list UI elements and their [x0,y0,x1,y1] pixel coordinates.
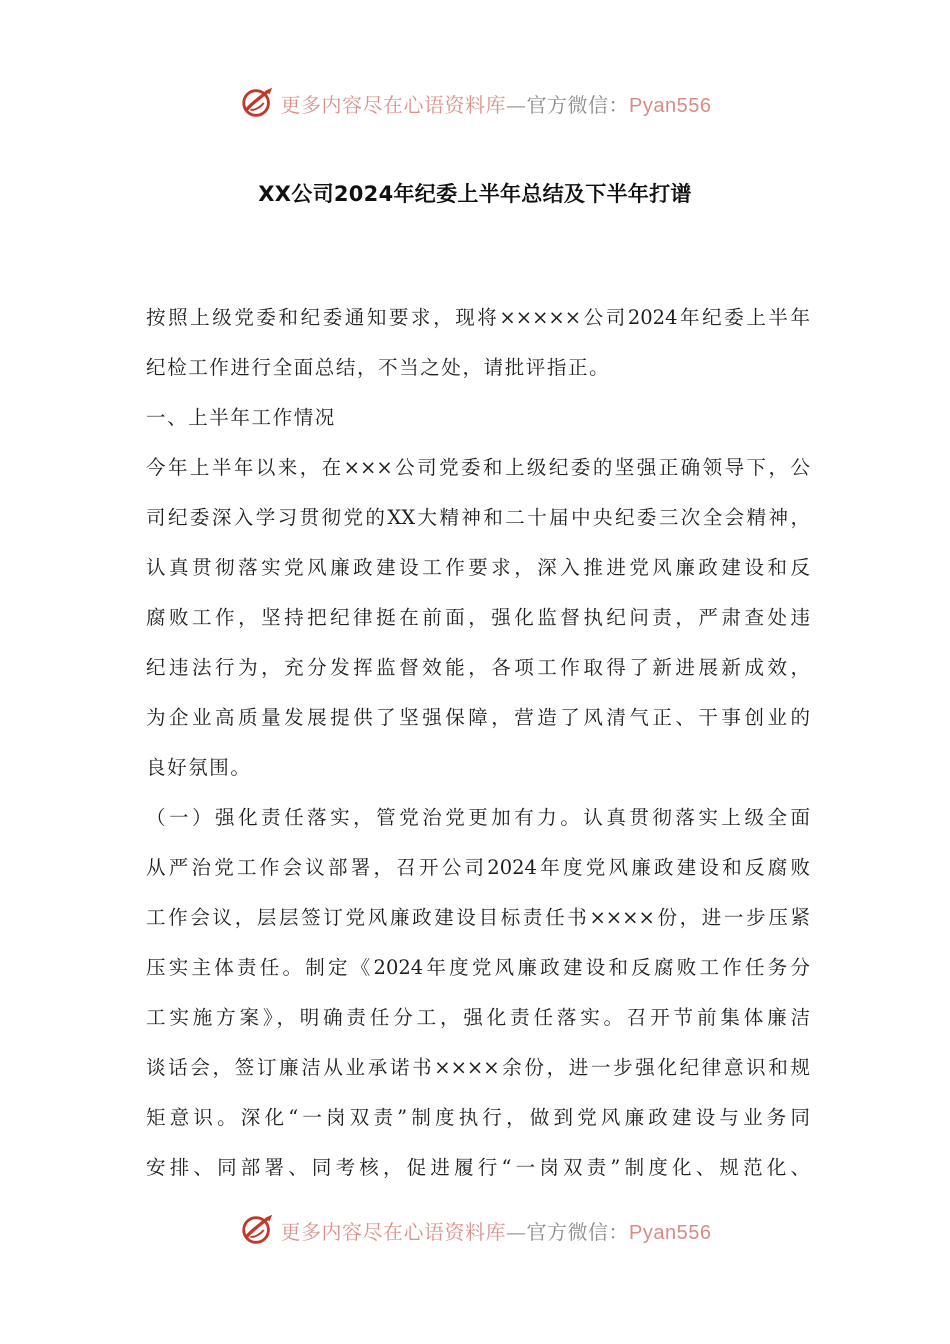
pen-logo-icon [239,1211,277,1249]
watermark-dash: — [506,1219,527,1244]
paragraph-line: 为企业高质量发展提供了坚强保障，营造了风清气正、干事创业的 [146,706,810,729]
watermark-site-text: 更多内容尽在心语资料库 [280,1219,507,1244]
section-heading: 一、上半年工作情况 [146,406,336,429]
watermark-wechat-id: Pyan556 [629,94,712,117]
paragraph-line: 从严治党工作会议部署，召开公司2024年度党风廉政建设和反腐败 [146,856,810,879]
paragraph-line: 今年上半年以来，在×××公司党委和上级纪委的坚强正确领导下，公 [146,456,810,479]
paragraph-line: 按照上级党委和纪委通知要求，现将×××××公司2024年纪委上半年 [146,306,810,329]
watermark-label: 官方微信： [526,92,630,117]
paragraph-line: 良好氛围。 [146,756,252,779]
paragraph-line: 认真贯彻落实党风廉政建设工作要求，深入推进党风廉政建设和反 [146,556,810,579]
paragraph-line: （一）强化责任落实，管党治党更加有力。认真贯彻落实上级全面 [146,806,810,829]
paragraph-line: 纪检工作进行全面总结，不当之处，请批评指正。 [146,356,611,379]
paragraph-line: 谈话会，签订廉洁从业承诺书××××余份，进一步强化纪律意识和规 [146,1056,810,1079]
paragraph-line: 压实主体责任。制定《2024年度党风廉政建设和反腐败工作任务分 [146,956,810,979]
paragraph-line: 司纪委深入学习贯彻党的XX大精神和二十届中央纪委三次全会精神， [146,506,810,529]
document-body [146,293,810,1193]
paragraph-line: 矩意识。深化“一岗双责”制度执行，做到党风廉政建设与业务同 [146,1106,810,1129]
paragraph-line: 纪违法行为，充分发挥监督效能，各项工作取得了新进展新成效， [146,656,810,679]
header-watermark [0,81,950,125]
watermark-label: 官方微信： [526,1219,630,1244]
watermark-wechat-id: Pyan556 [629,1221,712,1244]
paragraph-line: 工作会议，层层签订党风廉政建设目标责任书××××份，进一步压紧 [146,906,810,929]
paragraph-line: 工实施方案》，明确责任分工，强化责任落实。召开节前集体廉洁 [146,1006,810,1029]
paragraph-line: 腐败工作，坚持把纪律挺在前面，强化监督执纪问责，严肃查处违 [146,606,810,629]
footer-watermark [0,1208,950,1252]
watermark-dash: — [506,92,527,117]
paragraph-line: 安排、同部署、同考核，促进履行“一岗双责”制度化、规范化、 [146,1156,810,1179]
pen-logo-icon [239,84,277,122]
document-title: XX公司2024年纪委上半年总结及下半年打谱 [258,182,692,206]
watermark-site-text: 更多内容尽在心语资料库 [280,92,507,117]
